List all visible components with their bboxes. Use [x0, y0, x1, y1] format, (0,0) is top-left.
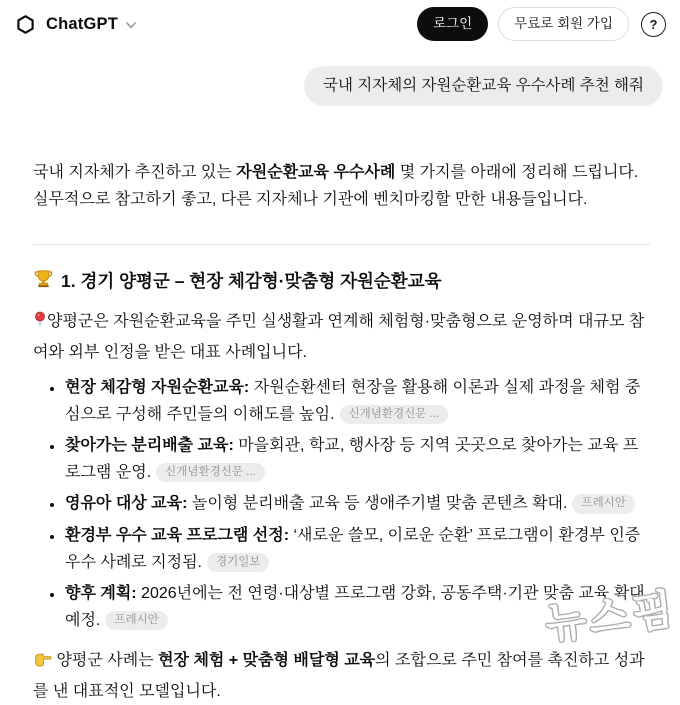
- bullet-text: ‘새로운 쓸모, 이로운 순환’ 프로그램이 환경부 인증 우수 사례로 지정됨.: [65, 526, 641, 571]
- list-item: [64, 491, 650, 518]
- summary-text-bold: 현장 체험 + 맞춤형 배달형 교육: [158, 652, 376, 670]
- summary-paragraph: [33, 647, 650, 705]
- bullet-text: 마을회관, 학교, 행사장 등 지역 곳곳으로 찾아가는 교육 프로그램 운영.: [65, 437, 639, 481]
- newspim-watermark: 뉴스핌: [543, 585, 679, 648]
- summary-text-pre: 양평군 사례는: [56, 652, 159, 670]
- section-divider: [33, 244, 650, 245]
- list-item: [64, 375, 650, 428]
- intro-text-post: 몇 가지를 아래에 정리해 드립니다. 실무적으로 참고하기 좋고, 다른 지자체나 기관에 벤치마킹할 만한 내용들입니다.: [33, 163, 639, 209]
- model-switcher[interactable]: [14, 13, 137, 36]
- section-heading: [33, 268, 650, 296]
- list-item: [64, 523, 650, 576]
- citation-badge[interactable]: 프레시안: [105, 611, 167, 631]
- chevron-down-icon: [125, 18, 137, 30]
- signup-button[interactable]: 무료로 회원 가입: [498, 7, 629, 41]
- section-lead: [33, 308, 650, 366]
- citation-badge[interactable]: 신개념환경신문 ...: [156, 463, 265, 483]
- bullet-term: 찾아가는 분리배출 교육:: [65, 437, 234, 455]
- top-bar: [0, 0, 680, 46]
- bullet-term: 현장 체감형 자원순환교육:: [65, 379, 250, 397]
- auth-actions: [417, 7, 666, 41]
- section-lead-text: 양평군은 자원순환교육을 주민 실생활과 연계해 체험형·맞춤형으로 운영하며 대규모 참여와 외부 인정을 받은 대표 사례입니다.: [33, 313, 645, 361]
- trophy-icon: [33, 268, 54, 296]
- intro-text-bold: 자원순환교육 우수사례: [236, 163, 396, 181]
- list-item: [64, 581, 650, 634]
- section-heading-text: 1. 경기 양평군 – 현장 체감형·맞춤형 자원순환교육: [61, 271, 442, 292]
- list-item: [64, 433, 650, 486]
- help-icon[interactable]: ?: [641, 12, 666, 37]
- bullet-text: 놀이형 분리배출 교육 등 생애주기별 맞춤 콘텐츠 확대.: [187, 495, 568, 513]
- bullet-term: 환경부 우수 교육 프로그램 선정:: [65, 526, 290, 544]
- openai-logo-icon: [14, 13, 37, 36]
- intro-paragraph: [33, 159, 650, 214]
- bullet-list: [33, 375, 650, 634]
- pointing-right-icon: [33, 650, 52, 678]
- citation-badge[interactable]: 프레시안: [572, 494, 634, 514]
- bullet-term: 향후 계획:: [65, 585, 137, 603]
- bullet-term: 영유아 대상 교육:: [65, 495, 188, 513]
- intro-text-pre: 국내 지자체가 추진하고 있는: [33, 163, 237, 181]
- user-message-row: [0, 46, 680, 106]
- user-message-bubble: 국내 지자체의 자원순환교육 우수사례 추천 해줘: [304, 66, 663, 106]
- round-pushpin-icon: [33, 311, 47, 339]
- bullet-text: 2026년에는 전 연령·대상별 프로그램 강화, 공동주택·기관 맞춤 교육 확대 예정.: [65, 585, 645, 629]
- login-button[interactable]: 로그인: [417, 7, 488, 41]
- brand-title: ChatGPT: [46, 14, 118, 33]
- citation-badge[interactable]: 신개념환경신문 ...: [340, 405, 449, 425]
- summary-text-post: 의 조합으로 주민 참여를 촉진하고 성과를 낸 대표적인 모델입니다.: [33, 652, 645, 700]
- bullet-text: 자원순환센터 현장을 활용해 이론과 실제 과정을 체험 중심으로 구성해 주민들의 이해도를 높임.: [65, 379, 641, 423]
- citation-badge[interactable]: 경기일보: [207, 553, 269, 573]
- assistant-response: [0, 159, 680, 705]
